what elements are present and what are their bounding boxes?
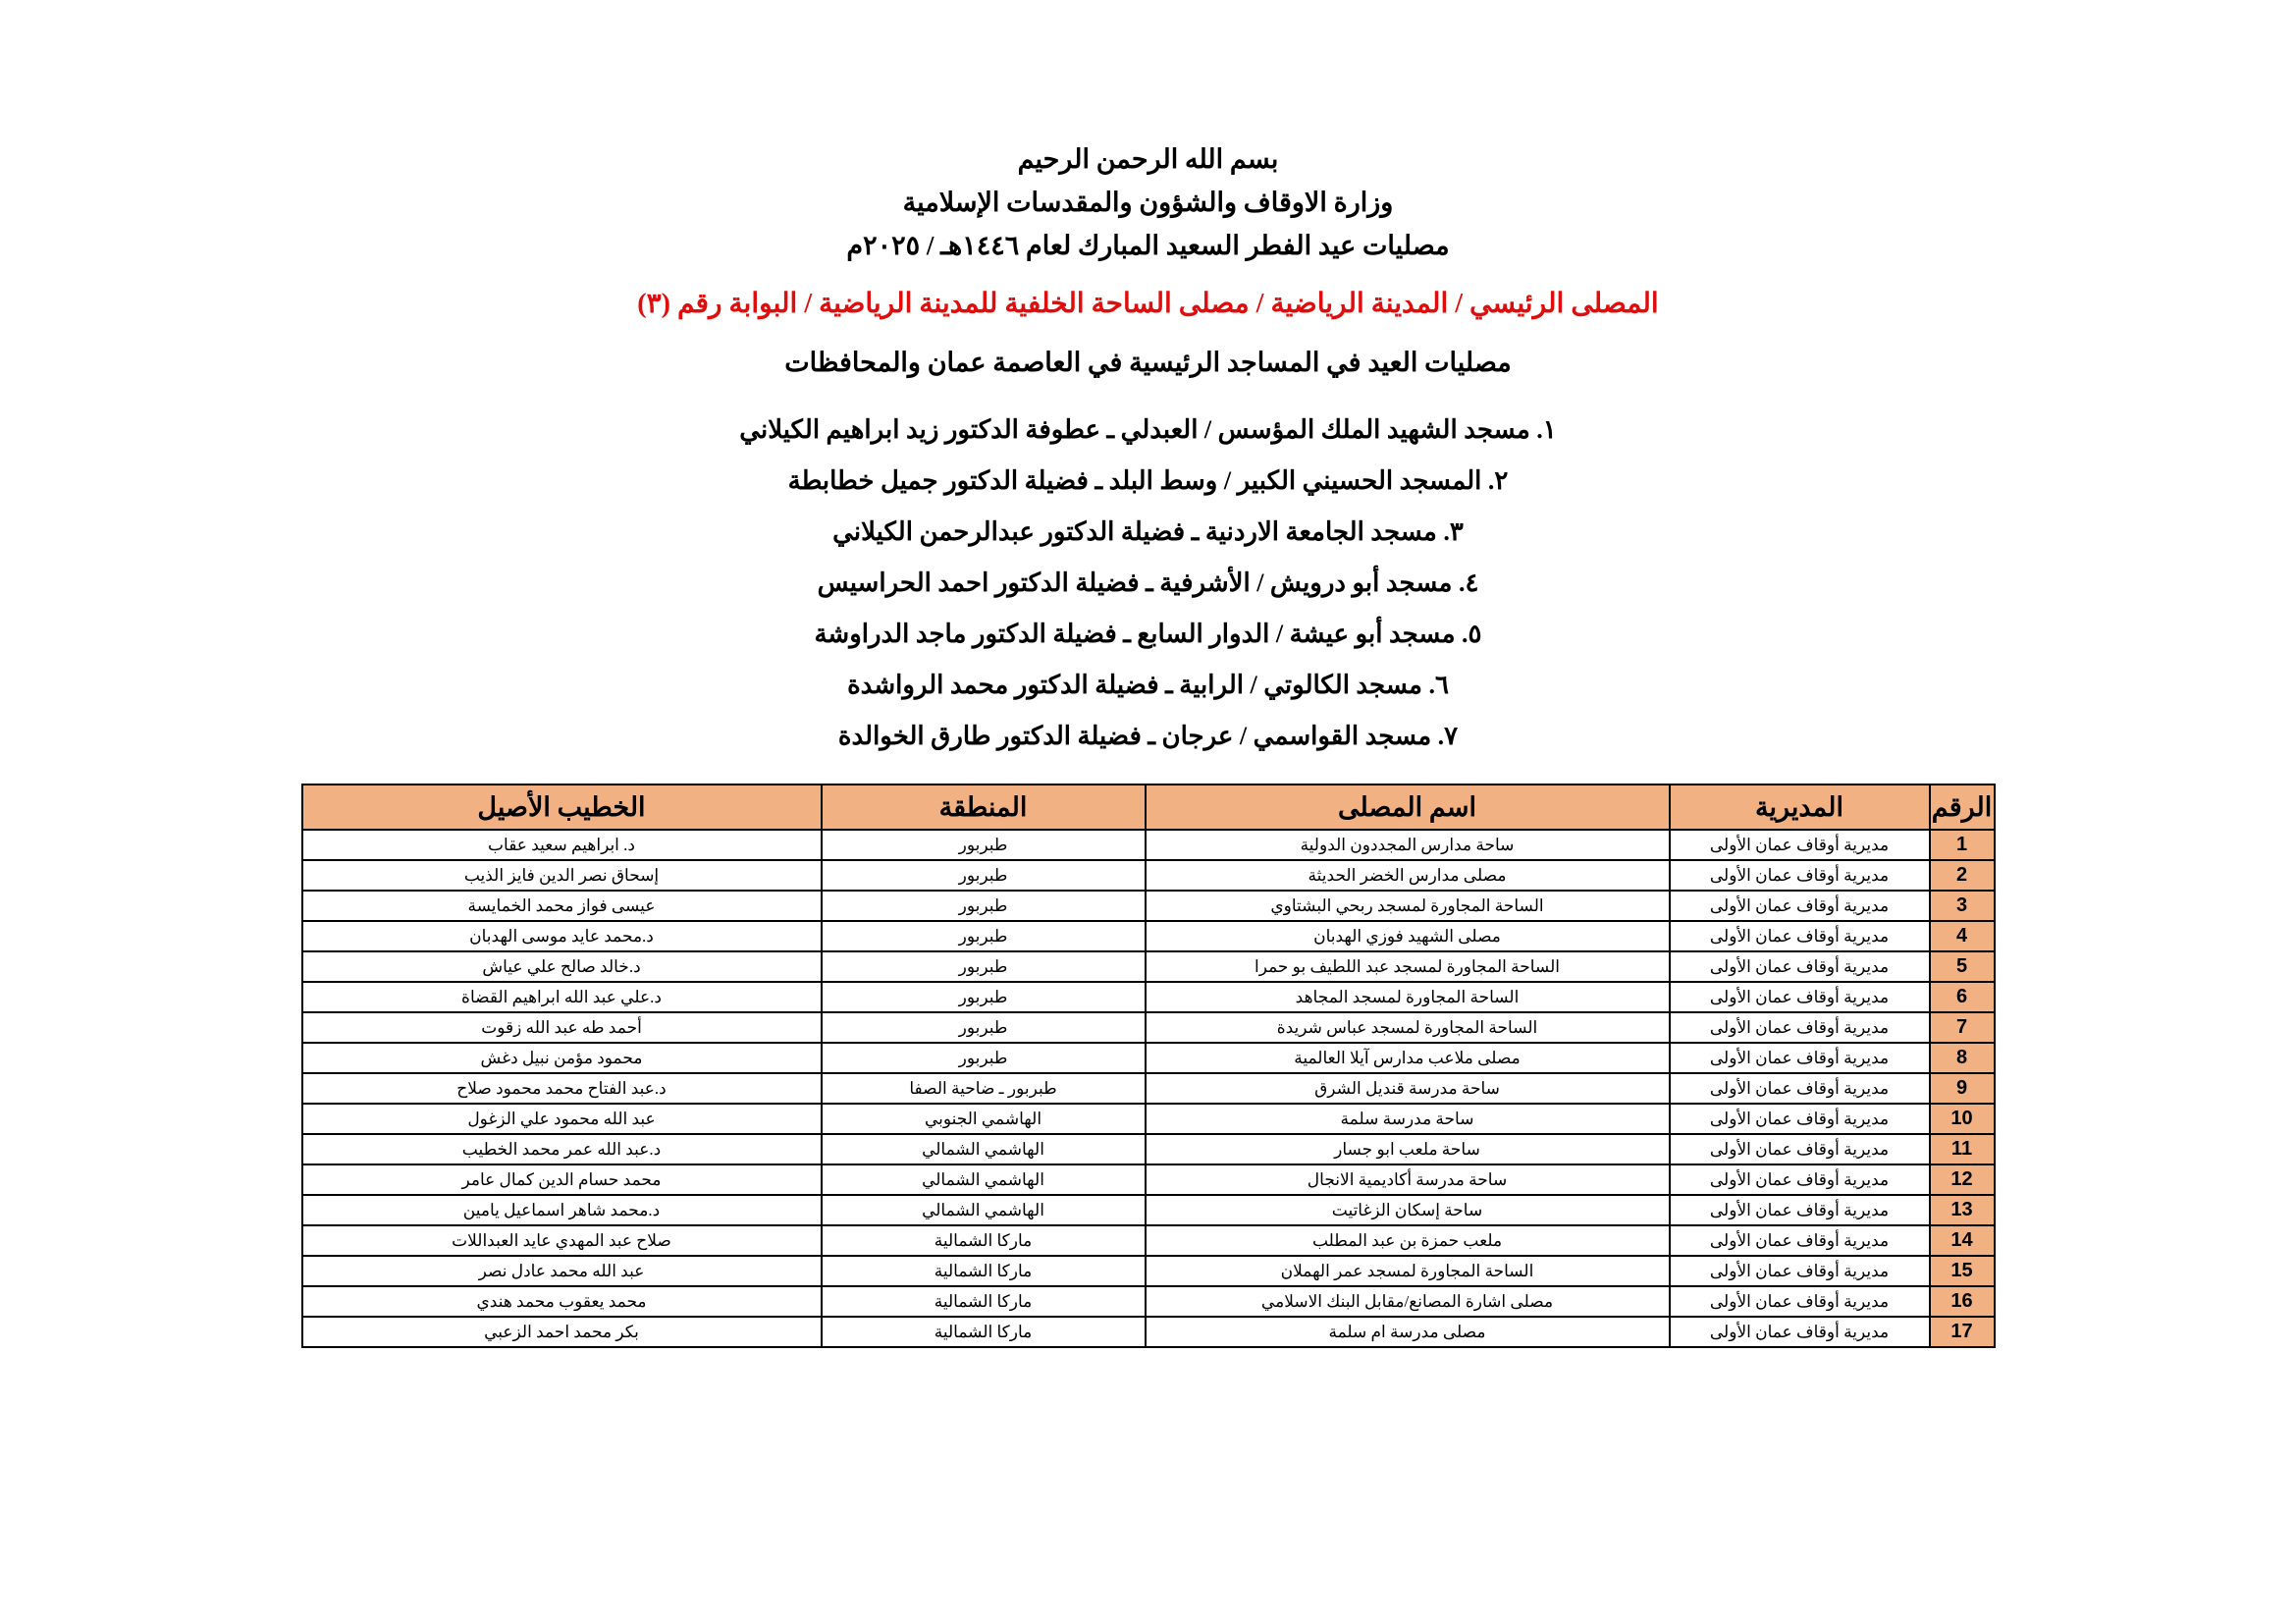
cell-number: 6 [1930,982,1995,1012]
cell-area: ماركا الشمالية [822,1256,1146,1286]
cell-directorate: مديرية أوقاف عمان الأولى [1670,951,1930,982]
table-row [302,951,1995,982]
cell-musalla-name: الساحة المجاورة لمسجد المجاهد [1146,982,1670,1012]
table-row [302,1012,1995,1043]
cell-musalla-name: الساحة المجاورة لمسجد عباس شريدة [1146,1012,1670,1043]
cell-preacher: محمود مؤمن نبيل دغش [302,1043,822,1073]
table-row [302,1256,1995,1286]
table-row [302,891,1995,921]
table-row [302,1043,1995,1073]
cell-preacher: عبد الله محمد عادل نصر [302,1256,822,1286]
ministry-name-line: وزارة الاوقاف والشؤون والمقدسات الإسلامية [902,188,1394,217]
cell-number: 3 [1930,891,1995,921]
column-header-preacher: الخطيب الأصيل [302,785,822,830]
table-row [302,1317,1995,1347]
cell-directorate: مديرية أوقاف عمان الأولى [1670,891,1930,921]
cell-preacher: محمد حسام الدين كمال عامر [302,1164,822,1195]
cell-musalla-name: ساحة مدرسة سلمة [1146,1104,1670,1134]
table-head [302,785,1995,830]
table-row [302,1225,1995,1256]
main-mosque-list-item: ٤. مسجد أبو درويش / الأشرفية ـ فضيلة الدكتور احمد الحراسيس [817,568,1479,597]
cell-directorate: مديرية أوقاف عمان الأولى [1670,1195,1930,1225]
cell-preacher: عبد الله محمود علي الزغول [302,1104,822,1134]
main-mosque-list-item: ٧. مسجد القواسمي / عرجان ـ فضيلة الدكتور طارق الخوالدة [837,722,1459,750]
column-header-number: الرقم [1930,785,1995,830]
cell-preacher: د.خالد صالح علي عياش [302,951,822,982]
cell-musalla-name: ساحة ملعب ابو جسار [1146,1134,1670,1164]
cell-area: طبربور [822,860,1146,891]
table-row [302,860,1995,891]
cell-area: ماركا الشمالية [822,1225,1146,1256]
column-header-area: المنطقة [822,785,1146,830]
cell-area: طبربور [822,921,1146,951]
cell-number: 11 [1930,1134,1995,1164]
table-row [302,1104,1995,1134]
main-mosque-list-item: ٦. مسجد الكالوتي / الرابية ـ فضيلة الدكتور محمد الرواشدة [847,671,1449,699]
cell-number: 2 [1930,860,1995,891]
cell-directorate: مديرية أوقاف عمان الأولى [1670,1317,1930,1347]
cell-area: الهاشمي الشمالي [822,1195,1146,1225]
occasion-date-line: مصليات عيد الفطر السعيد المبارك لعام ١٤٤٦هـ / ٢٠٢٥م [846,231,1450,260]
cell-musalla-name: الساحة المجاورة لمسجد عمر الهملان [1146,1256,1670,1286]
cell-preacher: بكر محمد احمد الزعبي [302,1317,822,1347]
cell-musalla-name: الساحة المجاورة لمسجد عبد اللطيف بو حمرا [1146,951,1670,982]
cell-directorate: مديرية أوقاف عمان الأولى [1670,1012,1930,1043]
cell-number: 12 [1930,1164,1995,1195]
cell-directorate: مديرية أوقاف عمان الأولى [1670,921,1930,951]
cell-area: طبربور [822,982,1146,1012]
main-venue-highlight: المصلى الرئيسي / المدينة الرياضية / مصلى الساحة الخلفية للمدينة الرياضية / البوابة رقم (٣) [637,289,1659,319]
cell-area: طبربور [822,891,1146,921]
cell-number: 16 [1930,1286,1995,1317]
cell-preacher: إسحاق نصر الدين فايز الذيب [302,860,822,891]
cell-musalla-name: ساحة مدرسة أكاديمية الانجال [1146,1164,1670,1195]
cell-preacher: د. ابراهيم سعيد عقاب [302,830,822,860]
cell-number: 1 [1930,830,1995,860]
cell-musalla-name: مصلى ملاعب مدارس آيلا العالمية [1146,1043,1670,1073]
table-row [302,1073,1995,1104]
cell-directorate: مديرية أوقاف عمان الأولى [1670,1164,1930,1195]
main-mosque-list-item: ١. مسجد الشهيد الملك المؤسس / العبدلي ـ عطوفة الدكتور زيد ابراهيم الكيلاني [739,415,1557,444]
cell-preacher: صلاح عبد المهدي عايد العبداللات [302,1225,822,1256]
cell-area: طبربور [822,1012,1146,1043]
cell-area: الهاشمي الشمالي [822,1134,1146,1164]
cell-musalla-name: ساحة إسكان الزغاتيت [1146,1195,1670,1225]
table-body [302,830,1995,1347]
section-subtitle: مصليات العيد في المساجد الرئيسية في العاصمة عمان والمحافظات [784,348,1512,377]
cell-preacher: محمد يعقوب محمد هندي [302,1286,822,1317]
cell-preacher: د.محمد شاهر اسماعيل يامين [302,1195,822,1225]
cell-preacher: أحمد طه عبد الله زقوت [302,1012,822,1043]
table-row [302,1286,1995,1317]
column-header-musalla-name: اسم المصلى [1146,785,1670,830]
cell-musalla-name: مصلى اشارة المصانع/مقابل البنك الاسلامي [1146,1286,1670,1317]
main-mosque-list-item: ٥. مسجد أبو عيشة / الدوار السابع ـ فضيلة الدكتور ماجد الدراوشة [814,620,1482,648]
cell-area: طبربور ـ ضاحية الصفا [822,1073,1146,1104]
document-header [0,0,2296,267]
cell-directorate: مديرية أوقاف عمان الأولى [1670,1073,1930,1104]
cell-preacher: د.محمد عايد موسى الهدبان [302,921,822,951]
cell-musalla-name: مصلى الشهيد فوزي الهدبان [1146,921,1670,951]
cell-number: 14 [1930,1225,1995,1256]
cell-musalla-name: مصلى مدارس الخضر الحديثة [1146,860,1670,891]
column-header-directorate: المديرية [1670,785,1930,830]
musallas-table [301,784,1996,1348]
cell-directorate: مديرية أوقاف عمان الأولى [1670,1043,1930,1073]
table-row [302,830,1995,860]
cell-preacher: د.علي عبد الله ابراهيم القضاة [302,982,822,1012]
table-row [302,982,1995,1012]
cell-directorate: مديرية أوقاف عمان الأولى [1670,860,1930,891]
cell-number: 7 [1930,1012,1995,1043]
cell-area: الهاشمي الشمالي [822,1164,1146,1195]
cell-directorate: مديرية أوقاف عمان الأولى [1670,1225,1930,1256]
cell-number: 5 [1930,951,1995,982]
cell-directorate: مديرية أوقاف عمان الأولى [1670,982,1930,1012]
cell-area: الهاشمي الجنوبي [822,1104,1146,1134]
table-row [302,921,1995,951]
table-row [302,1134,1995,1164]
cell-directorate: مديرية أوقاف عمان الأولى [1670,1134,1930,1164]
table-row [302,1164,1995,1195]
cell-preacher: عيسى فواز محمد الخمايسة [302,891,822,921]
cell-preacher: د.عبد الفتاح محمد محمود صلاح [302,1073,822,1104]
cell-musalla-name: ملعب حمزة بن عبد المطلب [1146,1225,1670,1256]
table-container [0,784,2296,1348]
cell-area: ماركا الشمالية [822,1317,1146,1347]
main-mosque-list-item: ٢. المسجد الحسيني الكبير / وسط البلد ـ فضيلة الدكتور جميل خطابطة [787,466,1509,495]
cell-area: طبربور [822,830,1146,860]
main-mosques-list [0,405,2296,762]
table-row [302,1195,1995,1225]
cell-directorate: مديرية أوقاف عمان الأولى [1670,1286,1930,1317]
cell-number: 9 [1930,1073,1995,1104]
cell-number: 8 [1930,1043,1995,1073]
table-header-row [302,785,1995,830]
cell-number: 13 [1930,1195,1995,1225]
cell-directorate: مديرية أوقاف عمان الأولى [1670,1256,1930,1286]
cell-number: 15 [1930,1256,1995,1286]
cell-directorate: مديرية أوقاف عمان الأولى [1670,830,1930,860]
cell-area: ماركا الشمالية [822,1286,1146,1317]
cell-number: 4 [1930,921,1995,951]
cell-preacher: د.عبد الله عمر محمد الخطيب [302,1134,822,1164]
cell-musalla-name: مصلى مدرسة ام سلمة [1146,1317,1670,1347]
basmala-line: بسم الله الرحمن الرحيم [1017,144,1279,174]
cell-number: 17 [1930,1317,1995,1347]
cell-area: طبربور [822,1043,1146,1073]
cell-number: 10 [1930,1104,1995,1134]
cell-area: طبربور [822,951,1146,982]
cell-musalla-name: ساحة مدارس المجددون الدولية [1146,830,1670,860]
cell-musalla-name: الساحة المجاورة لمسجد ربحي البشتاوي [1146,891,1670,921]
main-mosque-list-item: ٣. مسجد الجامعة الاردنية ـ فضيلة الدكتور عبدالرحمن الكيلاني [832,517,1464,546]
cell-directorate: مديرية أوقاف عمان الأولى [1670,1104,1930,1134]
cell-musalla-name: ساحة مدرسة قنديل الشرق [1146,1073,1670,1104]
